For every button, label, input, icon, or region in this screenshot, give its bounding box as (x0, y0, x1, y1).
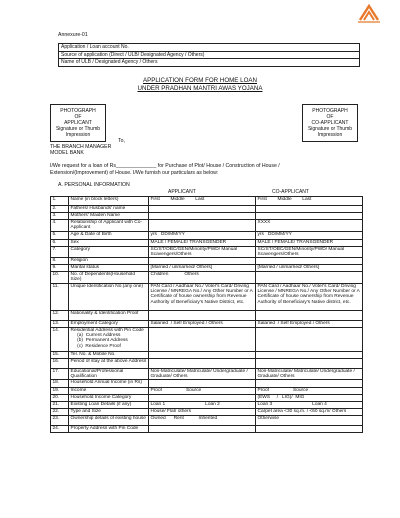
application-header-table (58, 43, 360, 67)
row-label: Residential Address with Pin Code (a) Current Address (b) Permanent Address (c) Residence Proof (69, 327, 149, 351)
table-row (51, 351, 363, 358)
applicant-photo-box: PHOTOGRAPH OF APPLICANT Signature or Thumb Impression (50, 104, 106, 142)
row-number: 6. (51, 239, 69, 246)
table-row (51, 380, 363, 388)
co-applicant-value[interactable] (256, 258, 363, 265)
table-row (51, 426, 363, 433)
co-applicant-value[interactable]: MALE / FEMALE/ TRANSGENDER (256, 239, 363, 246)
co-applicant-value[interactable]: PAN Card / Aadhaar No./ Voter's Card/ Driving License / MNREGA No./ Any Other Number or A Certificate of house ownership from Revenue Authority of Beneficiary's Native district, etc. (256, 283, 363, 310)
applicant-value[interactable] (149, 220, 256, 232)
table-row (51, 283, 363, 310)
co-applicant-value[interactable]: Carpet area <30 sq.m. / <60 sq.m/ Others (256, 409, 363, 416)
table-row (51, 409, 363, 416)
applicant-value[interactable]: Owned Rent Inherited (149, 416, 256, 426)
row-label: Period of stay at the above Address (69, 358, 149, 368)
co-applicant-value[interactable]: Salaried / Self Employed / Others (256, 320, 363, 327)
row-number: 16. (51, 358, 69, 368)
co-applicant-value[interactable]: XXXX (256, 220, 363, 232)
co-applicant-value[interactable] (256, 358, 363, 368)
row-number: 5. (51, 231, 69, 239)
co-applicant-column-heading: CO-APPLICANT (272, 189, 309, 195)
row-number: 22. (51, 409, 69, 416)
table-row (51, 320, 363, 327)
table-row (51, 258, 363, 265)
applicant-value[interactable]: Non-Matriculate/ Matriculate/ Undergraduate / Graduate/ Others (149, 368, 256, 380)
table-row (51, 368, 363, 380)
applicant-value[interactable]: Proof Source (149, 388, 256, 395)
table-row (51, 246, 363, 258)
row-number: 18. (51, 380, 69, 388)
co-applicant-value[interactable] (256, 213, 363, 220)
applicant-value[interactable]: Loan 1 Loan 2 (149, 402, 256, 409)
co-applicant-value[interactable]: yrs DD/MM/YY (256, 231, 363, 239)
applicant-value[interactable]: Children Others (149, 272, 256, 284)
co-applicant-value[interactable]: First Middle Last (256, 197, 363, 206)
row-number: 3. (51, 213, 69, 220)
table-row (51, 265, 363, 272)
table-row (51, 416, 363, 426)
applicant-value[interactable]: MALE / FEMALE/ TRANSGENDER (149, 239, 256, 246)
table-row (51, 358, 363, 368)
row-number: 4. (51, 220, 69, 232)
co-applicant-value[interactable] (256, 426, 363, 433)
row-label: Household Annual Income (in Rs) (69, 380, 149, 388)
table-row (51, 231, 363, 239)
row-label: Income (69, 388, 149, 395)
row-label: Relationship of Applicant with Co-Applicant (69, 220, 149, 232)
applicant-value[interactable] (149, 358, 256, 368)
applicant-value[interactable] (149, 327, 256, 351)
branch-manager-label: THE BRANCH MANAGER (50, 144, 112, 150)
row-label: Type and Size (69, 409, 149, 416)
annexure-label: Annexure-01 (58, 32, 88, 38)
co-applicant-value[interactable]: Proof Source (256, 388, 363, 395)
source-label: Source of application (Direct / ULB/ Designated Agency / Others) (59, 51, 360, 59)
applicant-value[interactable]: PAN Card / Aadhaar No./ Voter's Card/ Driving License / MNREGA No./ Any Other Number or A Certificate of house ownership from Revenue Authority of Beneficiary's Native District, etc. (149, 283, 256, 310)
applicant-value[interactable]: SC/ST/OBC/GEN/Minority/PWD/ Manual Scavengers/Others (149, 246, 256, 258)
row-number: 8. (51, 258, 69, 265)
row-number: 2. (51, 206, 69, 213)
applicant-value[interactable]: First Middle Last (149, 197, 256, 206)
request-text-line2: Extension/(Improvement) of House. I/We furnish our particulars as below: (50, 170, 219, 176)
row-label: Age & Date of Birth (69, 231, 149, 239)
applicant-value[interactable] (149, 380, 256, 388)
table-row (51, 220, 363, 232)
row-label: Educational/Professional Qualification (69, 368, 149, 380)
row-label: Mothers' Maiden Name (69, 213, 149, 220)
row-number: 11. (51, 283, 69, 310)
row-label: Property Address with Pin Code (69, 426, 149, 433)
applicant-value[interactable] (149, 258, 256, 265)
application-no-label: Application / Loan account No. (59, 44, 360, 52)
co-applicant-value[interactable] (256, 327, 363, 351)
row-label: Household Income Category (69, 395, 149, 402)
applicant-value[interactable] (149, 206, 256, 213)
form-title-line1: APPLICATION FORM FOR HOME LOAN (142, 77, 258, 84)
applicant-value[interactable]: yrs DD/MM/YY (149, 231, 256, 239)
row-label: Employment Category (69, 320, 149, 327)
applicant-value[interactable]: House/ Flat/ others (149, 409, 256, 416)
row-label: Unique Identification No.(any one) (69, 283, 149, 310)
row-number: 21. (51, 402, 69, 409)
co-applicant-value[interactable]: Non-Matriculate/ Matriculate/ Undergraduate / Graduate/ Others (256, 368, 363, 380)
table-row (51, 272, 363, 284)
row-number: 12. (51, 310, 69, 320)
co-applicant-value[interactable] (256, 351, 363, 358)
to-label: To, (118, 138, 125, 144)
row-number: 1. (51, 197, 69, 206)
row-number: 24. (51, 426, 69, 433)
row-number: 20. (51, 395, 69, 402)
request-text-line1: I/We request for a loan of Rs______________ for Purchase of Plot/ House / Construction of House / (50, 163, 280, 169)
row-label: Existing Loan Details (if any) (69, 402, 149, 409)
co-applicant-value[interactable] (256, 272, 363, 284)
row-label: Name (in block letters) (69, 197, 149, 206)
row-label: Ownership details of existing house (69, 416, 149, 426)
co-applicant-photo-box: PHOTOGRAPH OF CO-APPLICANT Signature or Thumb Impression (302, 104, 358, 142)
table-row (51, 402, 363, 409)
applicant-column-heading: APPLICANT (168, 189, 196, 195)
row-label: Sex (69, 239, 149, 246)
table-row (51, 206, 363, 213)
row-label: No. of Dependents(Household Size) (69, 272, 149, 284)
form-title-line2: UNDER PRADHAN MANTRI AWAS YOJANA (137, 85, 263, 92)
table-row (51, 388, 363, 395)
co-applicant-value[interactable]: Loan 3 Loan 4 (256, 402, 363, 409)
row-number: 9. (51, 265, 69, 272)
co-applicant-value[interactable]: (EWS / LIG)/ MIG (256, 395, 363, 402)
table-row (51, 395, 363, 402)
applicant-value[interactable] (149, 310, 256, 320)
co-applicant-value[interactable] (256, 310, 363, 320)
row-number: 14. (51, 327, 69, 351)
row-number: 23. (51, 416, 69, 426)
row-label: Marital status (69, 265, 149, 272)
applicant-value[interactable]: Salaried / Self Employed / Others (149, 320, 256, 327)
table-row (51, 197, 363, 206)
bank-logo (356, 4, 382, 24)
co-applicant-value[interactable]: Otherwise (256, 416, 363, 426)
row-number: 10. (51, 272, 69, 284)
co-applicant-value[interactable] (256, 380, 363, 388)
applicant-value[interactable] (149, 213, 256, 220)
co-applicant-value[interactable] (256, 206, 363, 213)
co-applicant-value[interactable]: SC/ST/OBC/GEN/Minority/PWD/ Manual Scavengers/Others (256, 246, 363, 258)
ulb-name-label: Name of ULB / Designated Agency / Others (59, 59, 360, 67)
model-bank-label: MODEL BANK (50, 150, 84, 156)
applicant-value[interactable] (149, 426, 256, 433)
row-number: 7. (51, 246, 69, 258)
table-row (51, 239, 363, 246)
applicant-value[interactable] (149, 351, 256, 358)
row-label: Category (69, 246, 149, 258)
co-applicant-value[interactable]: [Married / unmarried/ Others] (256, 265, 363, 272)
row-label: Tel. No. & Mobile No. (69, 351, 149, 358)
row-number: 15. (51, 351, 69, 358)
table-row (51, 213, 363, 220)
row-label: Nationality & Identification Proof (69, 310, 149, 320)
table-row (51, 327, 363, 351)
row-label: Religion (69, 258, 149, 265)
applicant-value[interactable] (149, 395, 256, 402)
row-number: 17. (51, 368, 69, 380)
personal-information-table (50, 196, 363, 433)
row-label: Fathers/ Husbands' name (69, 206, 149, 213)
table-row (51, 310, 363, 320)
applicant-value[interactable]: [Married / unmarried/ Others] (149, 265, 256, 272)
row-number: 13. (51, 320, 69, 327)
section-a-heading: A. PERSONAL INFORMATION (58, 182, 130, 188)
row-number: 19. (51, 388, 69, 395)
